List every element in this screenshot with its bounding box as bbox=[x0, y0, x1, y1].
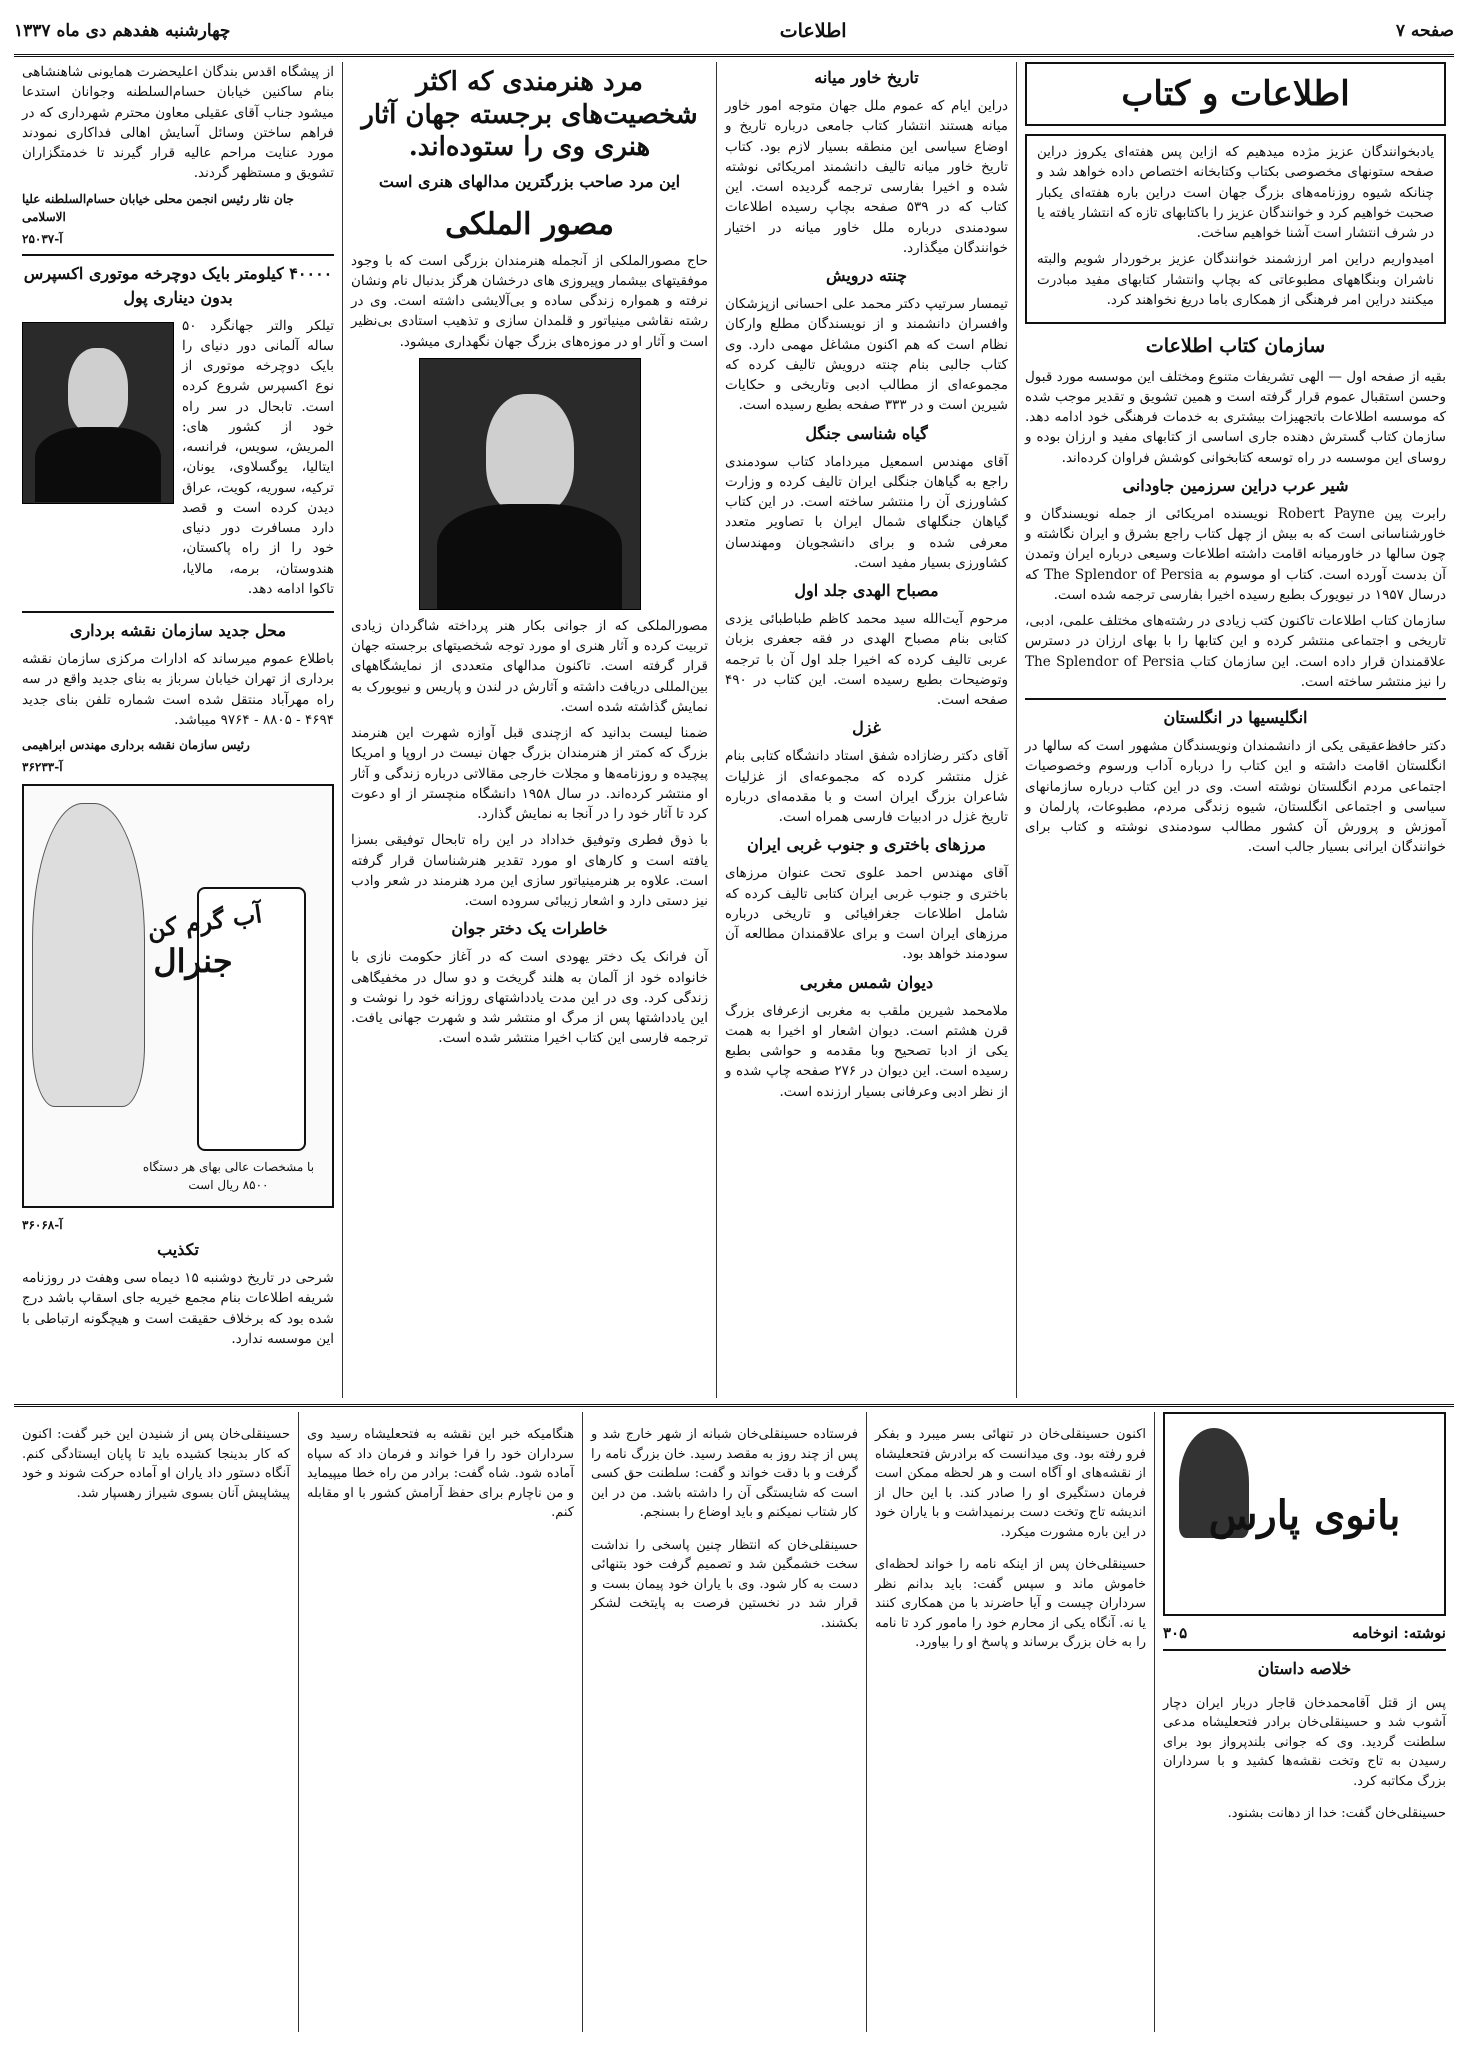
novel-byline bbox=[1163, 1622, 1446, 1651]
artist-text-4: با ذوق فطری وتوفیق خداداد در این راه تابحال توفیقی بسزا یافته است و کارهای او مورد تقدیر هنرشناسان قرار گرفته است. علاوه بر هنرمینیاتور سازی این مرد هنرمند در شعر وادب نیز دستی دارد و اشعار زیبائی سروده است. bbox=[351, 832, 708, 909]
cyclist-text: تیلکر والتر جهانگرد ۵۰ ساله آلمانی دور دنیای را بایک دوچرخه موتوری از نوع اکسپرس شروع کرده است. تابحال در سر راه خود از کشور های: المریش، سویس، فرانسه، ایتالیا، یوگسلاوی، یونان، ترکیه، سوریه، کویت، عراق دیدن کرده است و قصد دارد مسافرت دور دنیای خود را از راه پاکستان، هندوستان، برمه، مالایا، تاکوا ادامه دهد. bbox=[182, 317, 334, 597]
payne-text: رابرت پین Robert Payne نویسنده امریکائی از جمله نویسندگان و خاورشناسانی است که به بیش از چهل کتاب راجع بشرق و ایران نگاشته و چون سالها در خاورمیانه اقامت داشته اطلاعات وسیعی درباره ایران وتمدن آن بدست آورده است. کتاب او موسوم به The Splendor of Persia که درسال ۱۹۵۷ در نیویورک بطبع رسیده اخیرا بفارسی ترجمه شده است. bbox=[1025, 505, 1446, 603]
books-column bbox=[1016, 62, 1454, 1398]
novel-part-3: فرستاده حسینقلی‌خان شبانه از شهر خارج شد و پس از چند روز به مقصد رسید. خان بزرگ نامه را گرفت و با دقت خواند و گفت: سلطنت حق کسی است که شایستگی آن را داشته باشد. من در این کار شتاب نمیکنم و باید اوضاع را بسنجم. bbox=[591, 1427, 858, 1520]
summary-text: پس از قتل آقامحمدخان قاجار دربار ایران دچار آشوب شد و حسینقلی‌خان برادر فتحعلیشاه مدعی سلطنت گردید. وی که جوانی بلندپرواز بود برای رسیدن به تاج وتخت نقشه‌ها کشید و با سرداران بزرگ مکاتبه کرد. bbox=[1163, 1695, 1446, 1789]
ghazal-text: آقای دکتر رضازاده شفق استاد دانشگاه کتابی بنام غزل منتشر کرده که مجموعه‌ای از غزلیات شاعران بزرگ ایران است و با مقدمه‌ای درباره تاریخ غزل در ادبیات فارسی همراه است. bbox=[725, 748, 1008, 825]
books-intro-box bbox=[1025, 134, 1446, 324]
england-title: انگلیسیها در انگلستان bbox=[1163, 708, 1308, 727]
cyclist-photo bbox=[22, 322, 174, 504]
england-text: دکتر حافظ‌عقیقی یکی از دانشمندان ونویسندگان مشهور است که سالها در انگلستان اقامت داشته و این کتاب را درباره آداب ورسوم وخصوصیات اجتماعی مردم انگلستان نوشته است. وی در این کتاب درباره سازمانهای سیاسی و اجتماعی انگلستان، شیوه زندگی مردم، مطبوعات، پارلمان و آموزش و پرورش آن کشور مطالب سودمندی نوشته و کتاب برای خوانندگان ایرانی بسیار جالب است. bbox=[1025, 738, 1446, 856]
divider bbox=[22, 254, 334, 256]
artist-text-1: حاج مصورالملکی از آنجمله هنرمندان بزرگی است که با وجود موفقیتهای بیشمار وپیروزی های درخشان هرگز بدنبال نام ونشان نرفته و همواره زندگی ساده و بی‌آلایشی داشته است. وی در رشته نقاشی مینیاتور و قلمدان سازی و تذهیب استادی بی‌نظیر است و آثار او در موزه‌های بزرگ جهان نگهداری میشود. bbox=[351, 252, 708, 350]
divider bbox=[22, 611, 334, 613]
paper-name: اطلاعات bbox=[779, 20, 847, 42]
ghazal-title: غزل bbox=[852, 718, 881, 738]
summary-title: خلاصه داستان bbox=[1257, 1658, 1352, 1678]
artist-signature: مصور الملکی bbox=[445, 206, 614, 242]
artist-subhead: این مرد صاحب بزرگترین مدالهای هنری است bbox=[378, 171, 681, 191]
org-title: سازمان کتاب اطلاعات bbox=[1145, 335, 1326, 357]
novel-closing: حسینقلی‌خان گفت: خدا از دهانت بشنود. bbox=[1227, 1806, 1446, 1821]
border-title: مرزهای باختری و جنوب غربی ایران bbox=[747, 835, 986, 855]
newspaper-page bbox=[14, 8, 1454, 2038]
dervish-text: تیمسار سرتیپ دکتر محمد علی احسانی ازپزشکان وافسران دانشمند و از نویسندگان مطلع وارکان نظام است که هم اکنون مشاغل مهمی دارد. وی کتاب جالبی بنام چنته درویش تالیف کرده که مجموعه‌ای از مطالب ادبی وتاریخی و حکایات شیرین است و در ۳۳۳ صفحه بطبع رسیده است. bbox=[725, 296, 1008, 414]
novel-part-5: هنگامیکه خبر این نقشه به فتحعلیشاه رسید وی سرداران خود را فرا خواند و فرمان داد که سپاه آماده شود. شاه گفت: برادر من راه خطا میپیماید و من ناچارم برای حفظ آرامش کشور با او مقابله کنم. bbox=[307, 1427, 574, 1520]
ad-brand: جنرال bbox=[153, 942, 233, 981]
denial-title: تکذیب bbox=[157, 1240, 199, 1259]
border-text: آقای مهندس احمد علوی تحت عنوان مرزهای باختری و جنوب غربی ایران کتابی تالیف کرده که شامل اطلاعات جغرافیائی و تاریخی درباره مرزهای ایران است و برای علاقمندان مطالعه آن سودمند خواهد بود. bbox=[725, 865, 1008, 963]
dervish-title: چنته درویش bbox=[825, 266, 908, 285]
ad-text: با مشخصات عالی بهای هر دستگاه ۸۵۰۰ ریال است bbox=[142, 1160, 315, 1192]
artist-portrait bbox=[419, 358, 641, 610]
notice-signature: جان نثار رئیس انجمن محلی خیابان حسام‌السلطنه علیا الاسلامی bbox=[22, 191, 294, 224]
notices-column bbox=[14, 62, 342, 1398]
novel-column-2 bbox=[866, 1412, 1154, 2032]
masthead bbox=[14, 8, 1454, 57]
ad-code: آ-۳۶۰۶۸ bbox=[22, 1218, 63, 1232]
portrait-coat bbox=[437, 504, 622, 609]
books-logo: اطلاعات و کتاب bbox=[1025, 62, 1446, 126]
survey-text: باطلاع عموم میرساند که ادارات مرکزی سازمان نقشه برداری از تهران خیابان سرباز به بنای جدید واقع در سه راه مهرآباد منتقل شده است شماره تلفن بنای جدید ۴۶۹۴ - ۸۸۰۵ - ۹۷۶۴ میباشد. bbox=[22, 651, 334, 728]
ad-title: آب گرم کن bbox=[145, 898, 264, 944]
novel-author: نوشته: انوخامه bbox=[1352, 1624, 1446, 1642]
novel-column-3 bbox=[582, 1412, 866, 2032]
notice-code: آ-۲۵۰۳۷ bbox=[22, 231, 63, 246]
botany-text: آقای مهندس اسمعیل میرداماد کتاب سودمندی راجع به گیاهان جنگلی ایران تالیف کرده و وزارت کشاورزی آن را منتشر ساخته است. در این کتاب گیاهان جنگلهای شمال ایران با تصاویر متعدد معرفی شده و برای دانشجویان ومهندسان کشاورزی بسیار مفید است. bbox=[725, 453, 1008, 571]
history-column bbox=[716, 62, 1016, 1398]
portrait-face bbox=[486, 394, 574, 514]
novel-banner bbox=[1163, 1412, 1446, 1616]
notice-text: از پیشگاه اقدس بندگان اعلیحضرت همایونی شاهنشاهی بنام ساکنین خیابان حسام‌السلطنه وجوانان استدعا میشود جناب آقای عقیلی معاون محترم شهرداری که در فراهم ساختن وسائل آسایش اهالی فداکاری نمودند مورد عنایت مراحم عالیه قرار گیرند تا خدمتگزاران تشویق و مستظهر گردند. bbox=[22, 64, 334, 182]
water-heater-ad bbox=[22, 784, 334, 1208]
novel-banner-column bbox=[1154, 1412, 1454, 2032]
lower-section-divider bbox=[14, 1404, 1454, 1407]
novel-title: بانوی پارس bbox=[1208, 1492, 1401, 1539]
artist-column bbox=[342, 62, 716, 1398]
novel-part-6: حسینقلی‌خان پس از شنیدن این خبر گفت: اکنون که کار بدینجا کشیده باید تا پایان ایستادگی کنم. آنگاه دستور داد یاران او آماده حرکت شوند و خود پیشاپیش آنان بسوی شیراز رهسپار شد. bbox=[22, 1427, 290, 1501]
artist-text-2: مصورالملکی که از جوانی بکار هنر پرداخته شاگردان زیادی تربیت کرده و آثار هنری او مورد توجه شخصیتهای برجسته جهان قرار گرفته است. تاکنون مدالهای متعددی از نمایشگاههای بین‌المللی دریافت داشته و آثارش در لندن و پاریس و نیویورک به نمایش گذاشته شده است. bbox=[351, 617, 708, 715]
page-number: صفحه ۷ bbox=[1395, 21, 1454, 41]
novel-part-4: حسینقلی‌خان که انتظار چنین پاسخی را نداشت سخت خشمگین شد و تصمیم گرفت خود بتنهائی دست به کار شود. وی با یاران خود پیمان بست و قرار شد در نخستین فرصت به پایتخت لشکر بکشند. bbox=[591, 1537, 858, 1631]
survey-code: آ-۳۶۲۳۳ bbox=[22, 760, 63, 774]
novel-column-4 bbox=[298, 1412, 582, 2032]
payne-title: شیر عرب دراین سرزمین جاودانی bbox=[1122, 475, 1349, 495]
novel-part-1: اکنون حسینقلی‌خان در تنهائی بسر میبرد و بفکر فرو رفته بود. وی میدانست که برادرش فتحعلیشاه از نقشه‌های او آگاه است و هر لحظه ممکن است فرمان دستگیری او را صادر کند. با این حال از اندیشه تاج وتخت دست برنمیداشت و با یاران خود در این باره مشورت میکرد. bbox=[875, 1427, 1146, 1540]
cyclist-block bbox=[22, 316, 334, 606]
memory-text: آن فرانک یک دختر یهودی است که در آغاز حکومت نازی با خانواده خود از آلمان به هلند گریخت و دو سال در مخفیگاهی زندگی کرد. وی در این مدت یادداشتهای روزانه خود را نوشت و این یادداشتها پس از مرگ او منتشر شد و شهرت جهانی یافت. ترجمه فارسی این کتاب اخیرا منتشر شده است. bbox=[351, 949, 708, 1047]
history-title: تاریخ خاور میانه bbox=[814, 68, 919, 87]
memory-title: خاطرات یک دختر جوان bbox=[451, 919, 608, 939]
divan-title: دیوان شمس مغربی bbox=[799, 972, 934, 992]
novel-number: ۳۰۵ bbox=[1163, 1624, 1188, 1642]
cyclist-coat bbox=[35, 427, 161, 503]
org-text-2: سازمان کتاب اطلاعات تاکنون کتب زیادی در رشته‌های مختلف علمی، ادبی، تاریخی و اجتماعی منتشر کرده و این کتابها را با بهای ارزان در دسترس علاقمندان قرار داده است. این سازمان کتاب The Splendor of Persia را نیز منتشر ساخته است. bbox=[1025, 613, 1447, 690]
artist-headline: مرد هنرمندی که اکثر شخصیت‌های برجسته جهان آثار هنری وی را ستوده‌اند. bbox=[361, 67, 698, 162]
divan-text: ملامحمد شیرین ملقب به مغربی ازعرفای بزرگ قرن هشتم است. دیوان اشعار او اخیرا به همت یکی از ادبا تصحیح وبا مقدمه و حواشی بطبع رسیده است. این دیوان در ۲۷۶ صفحه چاپ شده و از نظر ادبی وعرفانی بسیار ارزنده است. bbox=[725, 1002, 1008, 1100]
artist-text-3: ضمنا لیست بدانید که ازچندی قبل آوازه شهرت این هنرمند بزرگ که کمتر از هنرمندان بزرگ جهان نیست در اروپا و امریکا پیچیده و روزنامه‌ها و مجلات خارجی مقالاتی درباره زندگی و آثار او منتشر کرده‌اند. در سال ۱۹۵۸ دانشگاه منچستر از او دعوت کرد تا آثار خود را در آنجا به نمایش گذارد. bbox=[351, 725, 708, 822]
novel-column-5 bbox=[14, 1412, 298, 2032]
botany-title: گیاه شناسی جنگل bbox=[805, 423, 928, 443]
light-text: مرحوم آیت‌الله سید محمد کاظم طباطبائی یزدی کتابی بنام مصباح الهدی در فقه جعفری بزبان عربی تالیف کرده که اخیرا جلد اول آن با ترجمه وتوضیحات بطبع رسیده است. این کتاب در ۴۹۰ صفحه است. bbox=[725, 611, 1008, 708]
light-title: مصباح الهدی جلد اول bbox=[794, 581, 939, 600]
survey-title: محل جدید سازمان نقشه برداری bbox=[69, 621, 287, 640]
books-intro: یادبخوانندگان عزیز مژده میدهیم که ازاین پس هفته‌ای یکروز دراین صفحه ستونهای مخصوصی بکتاب وکتابخانه اختصاص داده خواهد شد و چنانکه شیوه روزنامه‌های بزرگ جهان است دراین باره هفته‌ای یکبار صحبت خواهیم کرد و خوانندگان عزیز را باکتابهای تازه که انتشار یافته یا در شرف انتشار است آشنا خواهیم ساخت. bbox=[1037, 144, 1434, 241]
denial-text: شرحی در تاریخ دوشنبه ۱۵ دیماه سی وهفت در روزنامه شریفه اطلاعات بنام مجمع خیریه جای اسقاپ باشد درج شده بود که برخلاف حقیقت است و هیچگونه ارتباطی با این موسسه ندارد. bbox=[22, 1270, 334, 1347]
books-hope: امیدواریم دراین امر ارزشمند خوانندگان عزیز برخوردار شویم والبته ناشران وبنگاههای مطبوعاتی که بچاپ وانتشار کتابهای مفید مبادرت میکنند دراین امر فرهنگی از همکاری باما دریغ نخواهند کرد. bbox=[1037, 251, 1434, 308]
org-text: بقیه از صفحه اول — الهی تشریفات متنوع ومختلف این موسسه مورد قبول وحسن استقبال عموم قرار گرفته است و همین تشویق و تقدیر موجب شده که موسسه اطلاعات باتجهیزات بیشتری به خدمات فرهنگی خود ادامه دهد. سازمان کتاب گسترش دهنده جاری اساسی از کتابهای مفید و ارزان بوده و روسای این موسسه در راه توسعه کتابخوانی کوشش فراوان کرده‌اند. bbox=[1025, 368, 1446, 466]
divider bbox=[1025, 698, 1446, 700]
novel-part-2: حسینقلی‌خان پس از اینکه نامه را خواند لحظه‌ای خاموش ماند و سپس گفت: باید بدانم نظر سرداران چیست و آیا حاضرند با من همکاری کنند یا نه. آنگاه یکی از محارم خود را مامور کرد تا نامه را به خان بزرگ برساند و پاسخ او را بیاورد. bbox=[875, 1557, 1146, 1650]
issue-date: چهارشنبه هفدهم دی ماه ۱۳۳۷ bbox=[14, 21, 231, 41]
cyclist-face bbox=[68, 348, 128, 434]
cyclist-title: ۴۰۰۰۰ کیلومتر بایک دوچرخه موتوری اکسپرس بدون دیناری پول bbox=[23, 263, 333, 307]
ad-illustration-woman bbox=[32, 803, 145, 1107]
survey-signature: رئیس سازمان نقشه برداری مهندس ابراهیمی bbox=[22, 738, 250, 752]
history-text: دراین ایام که عموم ملل جهان متوجه امور خاور میانه هستند انتشار کتاب جامعی درباره تاریخ و اوضاع سیاسی این منطقه بسیار لازم بود. کتاب تاریخ خاور میانه تالیف دانشمند امریکائی نوشته شده و اخیرا بفارسی ترجمه گردیده است. این کتاب که در ۵۳۹ صفحه بچاپ رسیده اطلاعات سودمندی درباره ملل خاور میانه در اختیار خوانندگان میگذارد. bbox=[725, 98, 1008, 256]
